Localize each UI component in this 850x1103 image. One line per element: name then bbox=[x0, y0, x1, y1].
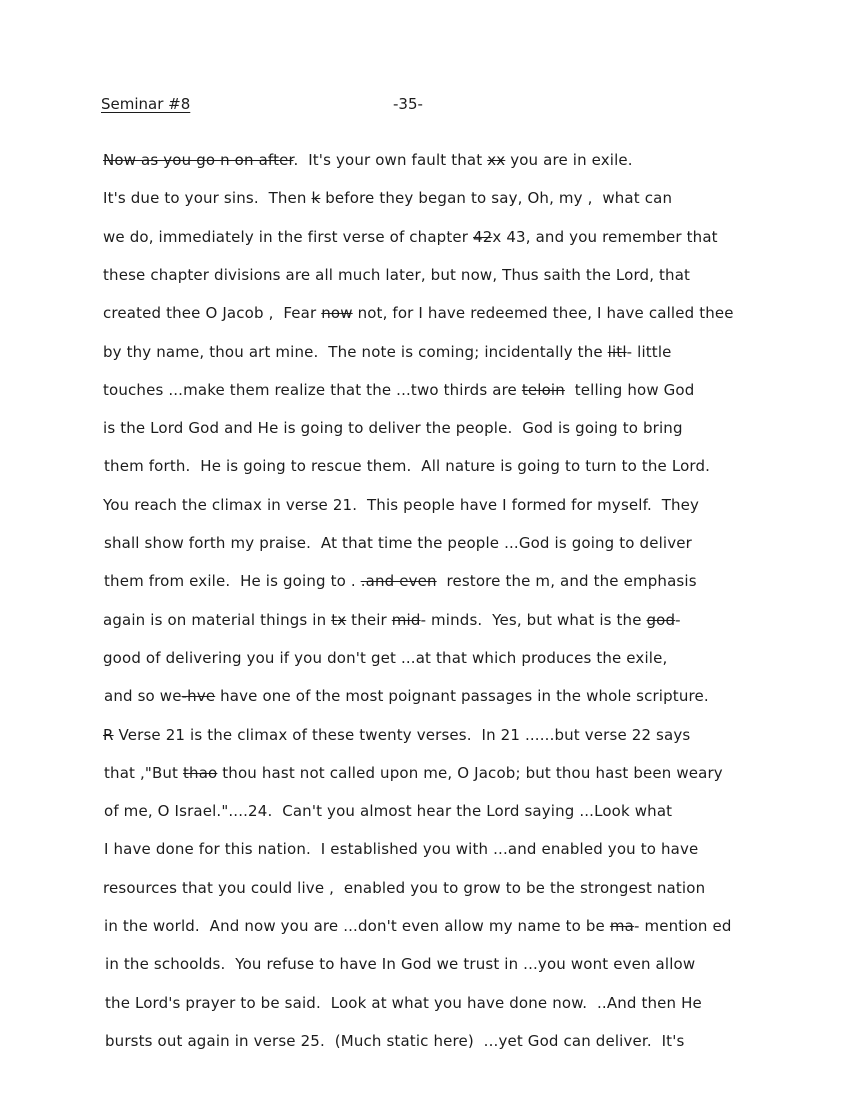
text-line bbox=[105, 1032, 684, 1050]
struck-text: now bbox=[321, 304, 353, 323]
text-line bbox=[103, 189, 672, 207]
text-line bbox=[103, 381, 694, 399]
struck-text: k bbox=[311, 189, 321, 208]
text-run: is the Lord God and He is going to deliver the people. God is going to bring bbox=[103, 419, 683, 438]
text-run: bursts out again in verse 25. (Much static here) ...yet God can deliver. It's bbox=[105, 1031, 685, 1050]
text-line bbox=[103, 611, 681, 629]
struck-text: litl bbox=[607, 342, 627, 361]
text-run: in the schoolds. You refuse to have In God we trust in ...you wont even allow bbox=[105, 955, 696, 974]
text-line bbox=[103, 496, 699, 514]
text-run: Verse 21 is the climax of these twenty verses. In 21 ......but verse 22 says bbox=[113, 725, 691, 744]
struck-text: mid bbox=[391, 610, 421, 629]
text-run: resources that you could live , enabled you to grow to be the strongest nation bbox=[103, 878, 706, 897]
struck-text: Now as you go n on after bbox=[103, 151, 294, 169]
text-run: shall show forth my praise. At that time the people ...God is going to deliver bbox=[104, 534, 692, 552]
text-line bbox=[103, 419, 683, 437]
text-run: them forth. He is going to rescue them. All nature is going to turn to the Lord. bbox=[104, 457, 711, 476]
struck-text: thao bbox=[183, 763, 218, 782]
text-run: . It's your own fault that bbox=[293, 151, 488, 169]
text-line bbox=[103, 266, 690, 284]
text-run: - minds. Yes, but what is the bbox=[420, 610, 647, 629]
text-run: I have done for this nation. I established you with ...and enabled you to have bbox=[104, 840, 699, 859]
text-run: You reach the climax in verse 21. This people have I formed for myself. They bbox=[103, 495, 700, 514]
text-run: these chapter divisions are all much later, but now, Thus saith the Lord, that bbox=[103, 265, 691, 284]
text-run: created thee O Jacob , Fear bbox=[103, 304, 322, 323]
text-run: - mention ed bbox=[633, 917, 732, 935]
struck-text: teloin bbox=[521, 380, 565, 399]
text-run: the Lord's prayer to be said. Look at what you have done now. ..And then He bbox=[105, 993, 702, 1012]
text-line bbox=[104, 572, 697, 590]
page-number: -35- bbox=[393, 95, 423, 113]
struck-text: 42 bbox=[473, 227, 493, 246]
text-line bbox=[104, 840, 698, 858]
text-run: by thy name, thou art mine. The note is coming; incidentally the bbox=[103, 342, 608, 361]
text-run: in the world. And now you are ...don't even allow my name to be bbox=[104, 917, 610, 935]
text-run: good of delivering you if you don't get ...at that which produces the exile, bbox=[103, 648, 668, 667]
struck-text: god bbox=[646, 610, 676, 629]
text-line bbox=[105, 994, 702, 1012]
struck-text: .and even bbox=[360, 572, 437, 591]
text-run: have one of the most poignant passages in the whole scripture. bbox=[215, 687, 709, 706]
text-line bbox=[104, 534, 692, 552]
text-line bbox=[103, 343, 672, 361]
text-run: thou hast not called upon me, O Jacob; but thou hast been weary bbox=[217, 763, 723, 782]
text-run: and so we bbox=[104, 687, 182, 706]
text-run: their bbox=[346, 610, 392, 629]
text-line bbox=[103, 726, 690, 744]
text-line bbox=[103, 304, 734, 322]
text-line bbox=[103, 879, 705, 897]
struck-text: tx bbox=[331, 610, 347, 629]
text-line bbox=[104, 802, 672, 820]
text-run: telling how God bbox=[564, 380, 695, 399]
text-line bbox=[103, 228, 718, 246]
text-run: you are in exile. bbox=[505, 151, 633, 169]
text-run: we do, immediately in the first verse of chapter bbox=[103, 227, 474, 246]
text-run: - little bbox=[626, 342, 672, 361]
struck-text: xx bbox=[487, 151, 506, 169]
text-line bbox=[104, 917, 732, 935]
text-line bbox=[103, 649, 667, 667]
struck-text: R bbox=[103, 725, 114, 744]
text-run: again is on material things in bbox=[103, 610, 332, 629]
text-line bbox=[104, 764, 723, 782]
text-run: x 43, and you remember that bbox=[492, 227, 718, 246]
text-line bbox=[105, 955, 695, 973]
text-run: of me, O Israel."....24. Can't you almost hear the Lord saying ...Look what bbox=[104, 802, 673, 821]
text-run: before they began to say, Oh, my , what can bbox=[320, 189, 673, 208]
text-line bbox=[104, 687, 709, 705]
text-run: not, for I have redeemed thee, I have called thee bbox=[352, 304, 734, 323]
text-run: restore the m, and the emphasis bbox=[436, 572, 697, 591]
struck-text: -hve bbox=[181, 687, 216, 706]
text-run: - bbox=[675, 610, 681, 629]
text-run: that ,"But bbox=[104, 763, 183, 782]
text-run: them from exile. He is going to . bbox=[104, 572, 361, 591]
text-line bbox=[103, 151, 633, 169]
seminar-header: Seminar #8 bbox=[101, 95, 191, 113]
text-run: It's due to your sins. Then bbox=[103, 189, 312, 208]
text-run: touches ...make them realize that the ...two thirds are bbox=[103, 380, 522, 399]
text-line bbox=[104, 457, 710, 475]
struck-text: ma bbox=[609, 917, 634, 935]
